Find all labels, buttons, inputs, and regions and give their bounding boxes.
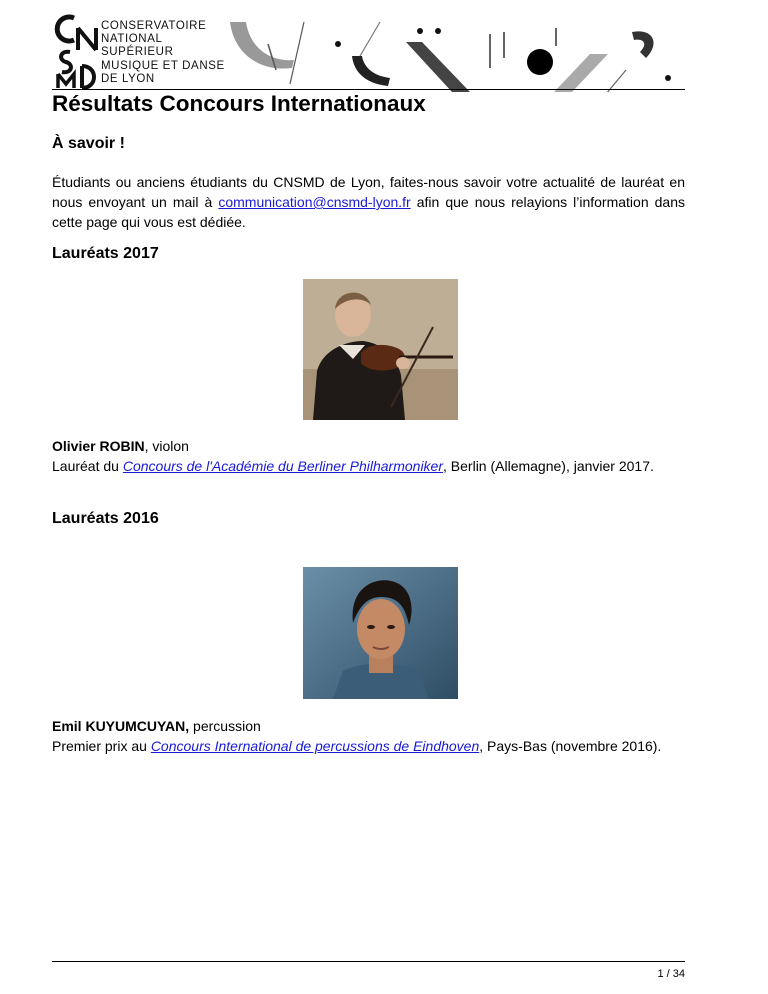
competition-link[interactable]: Concours de l'Académie du Berliner Philharmoniker: [122, 458, 444, 474]
award-prefix: Premier prix au: [52, 738, 151, 754]
laureate-name: Emil KUYUMCUYAN,: [52, 718, 190, 734]
info-heading: À savoir !: [52, 135, 125, 152]
laureate-name: Olivier ROBIN: [52, 438, 145, 454]
footer-divider: [52, 961, 685, 962]
page-title: Résultats Concours Internationaux: [52, 91, 426, 116]
award-prefix: Lauréat du: [52, 458, 123, 474]
logo-line: CONSERVATOIRE: [101, 20, 207, 32]
institution-name: [101, 20, 225, 86]
logo-line: SUPÉRIEUR: [101, 46, 174, 59]
logo-line: DE LYON: [101, 72, 155, 85]
laureate-entry-2016: [52, 716, 692, 756]
laureate-photo-emil-kuyumcuyan: [303, 567, 458, 699]
laureate-discipline: , violon: [144, 438, 189, 454]
competition-link[interactable]: Concours International de percussions de Eindhoven: [150, 738, 480, 754]
info-paragraph: [52, 172, 685, 232]
logo-line: MUSIQUE ET DANSE: [101, 59, 225, 72]
laureate-discipline: percussion: [189, 718, 261, 734]
section-heading-2017: Lauréats 2017: [52, 245, 159, 262]
section-heading-2016: Lauréats 2016: [52, 510, 159, 527]
portrait-photo-icon: [303, 567, 458, 699]
decorative-shapes: [230, 14, 690, 92]
email-link[interactable]: communication@cnsmd-lyon.fr: [218, 194, 411, 210]
award-suffix: , Pays-Bas (novembre 2016).: [479, 738, 662, 754]
page-header: [0, 0, 768, 92]
info-text-before: Étudiants ou anciens étudiants du CNSMD de Lyon, faites-nous savoir votre actualité de lauréat en nous envoyant un mail à: [52, 174, 685, 210]
violinist-photo-icon: [303, 279, 458, 420]
award-suffix: , Berlin (Allemagne), janvier 2017.: [443, 458, 654, 474]
laureate-photo-olivier-robin: [303, 279, 458, 420]
info-text-after: afin que nous relayions l’information dans cette page qui vous est dédiée.: [52, 194, 685, 230]
page-number: 1 / 34: [657, 968, 685, 980]
laureate-entry-2017: [52, 436, 692, 476]
logo-line: NATIONAL: [101, 33, 163, 46]
cnsmd-logo-icon: [52, 14, 102, 90]
